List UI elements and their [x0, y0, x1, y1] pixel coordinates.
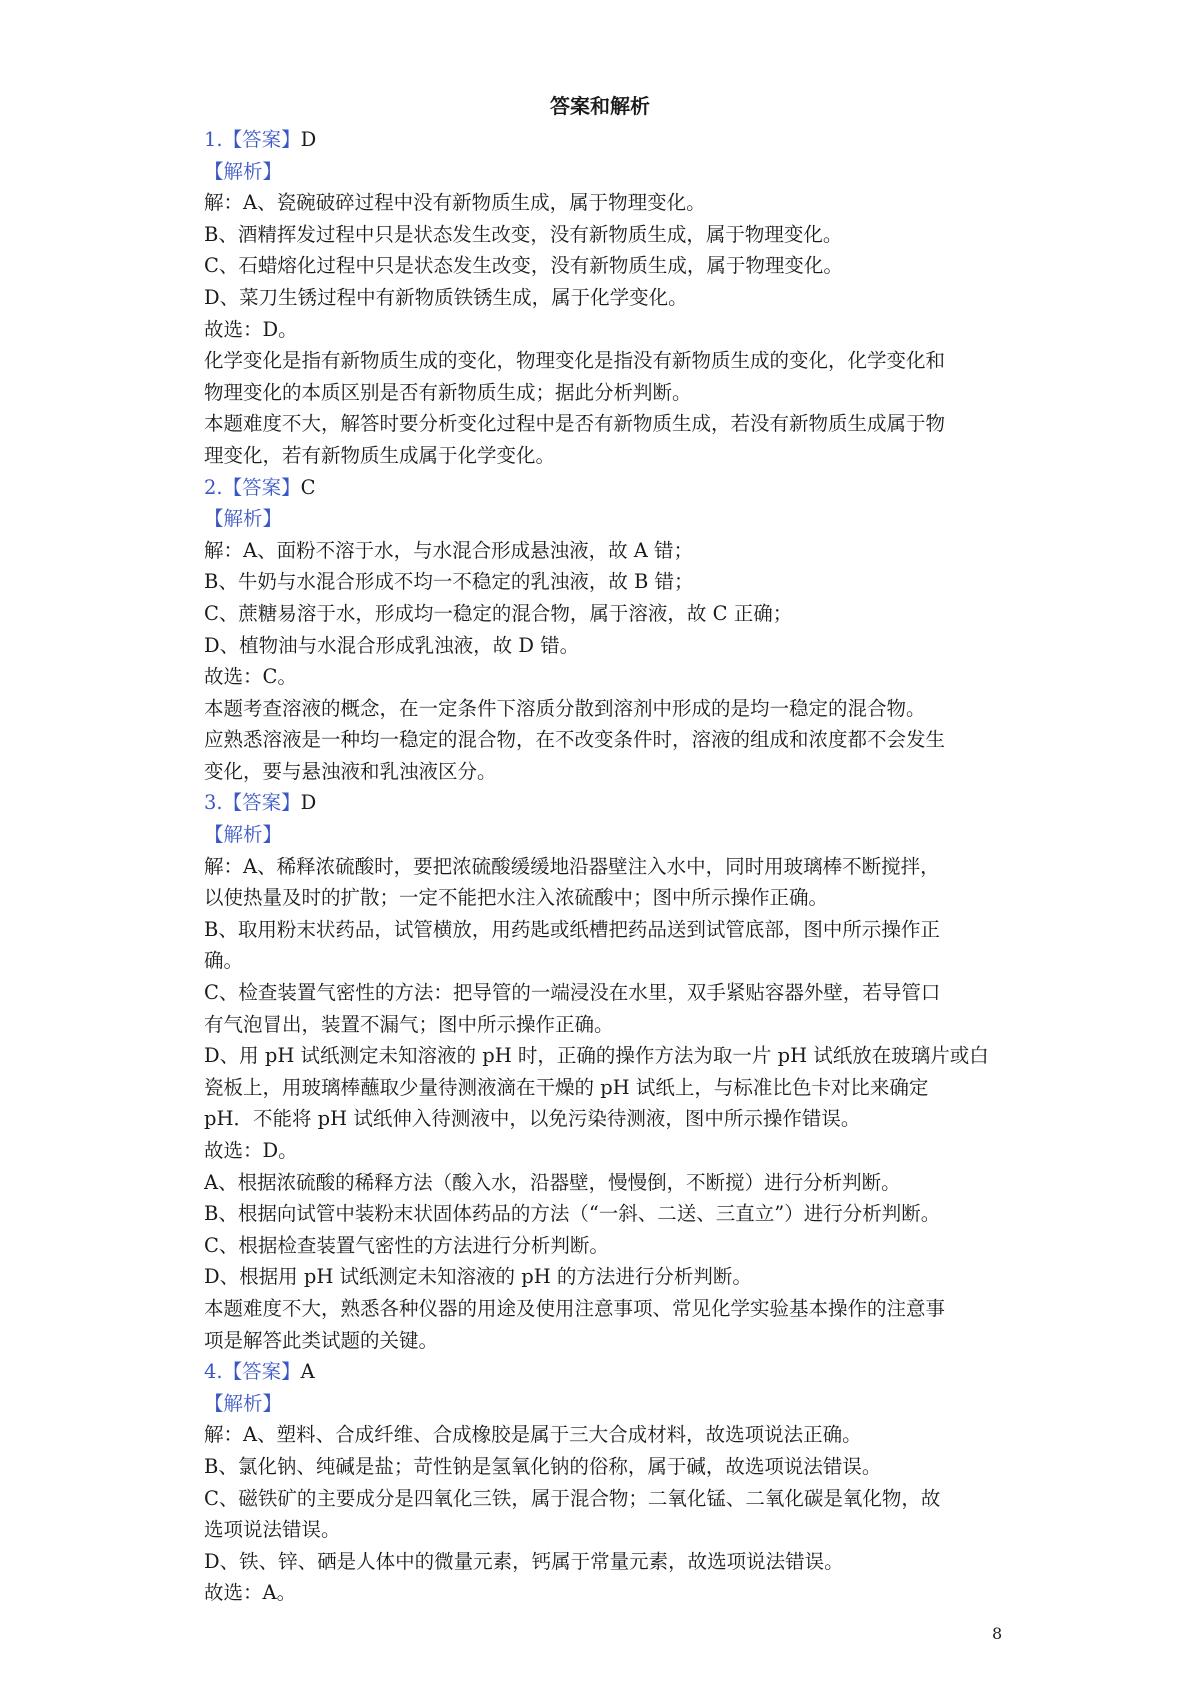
page-number: 8 — [992, 1624, 1003, 1643]
q3-line: D、根据用 pH 试纸测定未知溶液的 pH 的方法进行分析判断。 — [204, 1265, 752, 1289]
answer-content — [204, 124, 1010, 1609]
q3-line: 以使热量及时的扩散；一定不能把水注入浓硫酸中；图中所示操作正确。 — [204, 886, 829, 910]
q4-line: 故选：A。 — [204, 1581, 297, 1605]
q2-answer-label: 【答案】 — [222, 475, 301, 499]
q3-line: 项是解答此类试题的关键。 — [204, 1328, 439, 1352]
q4-answer: A — [300, 1360, 315, 1384]
q4-analysis-label: 【解析】 — [204, 1391, 283, 1415]
q4-line: C、磁铁矿的主要成分是四氧化三铁，属于混合物；二氧化锰、二氧化碳是氧化物，故 — [204, 1486, 941, 1510]
q1-line: D、菜刀生锈过程中有新物质铁锈生成，属于化学变化。 — [204, 285, 688, 309]
q2-analysis-label: 【解析】 — [204, 507, 283, 531]
q3-line: C、根据检查装置气密性的方法进行分析判断。 — [204, 1233, 609, 1257]
q2-line: 变化，要与悬浊液和乳浊液区分。 — [204, 759, 497, 783]
q1-line: 故选：D。 — [204, 317, 298, 341]
q3-line: 故选：D。 — [204, 1139, 298, 1162]
q1-number: 1. — [204, 128, 223, 151]
q2-line: 应熟悉溶液是一种均一稳定的混合物，在不改变条件时，溶液的组成和浓度都不会发生 — [204, 728, 946, 752]
q4-line: 解：A、塑料、合成纤维、合成橡胶是属于三大合成材料，故选项说法正确。 — [204, 1423, 862, 1447]
q3-answer-label: 【答案】 — [222, 791, 301, 815]
q1-answer: D — [300, 128, 317, 151]
q3-line: 解：A、稀释浓硫酸时，要把浓硫酸缓缓地沿器壁注入水中，同时用玻璃棒不断搅拌， — [204, 854, 940, 878]
q2-line: 本题考查溶液的概念，在一定条件下溶质分散到溶剂中形成的是均一稳定的混合物。 — [204, 696, 926, 720]
q2-line: C、蔗糖易溶于水，形成均一稳定的混合物，属于溶液，故 C 正确； — [204, 601, 793, 625]
q3-line: A、根据浓硫酸的稀释方法（酸入水，沿器壁，慢慢倒，不断搅）进行分析判断。 — [204, 1170, 901, 1194]
q2-number: 2. — [204, 475, 223, 499]
q3-line: pH．不能将 pH 试纸伸入待测液中，以免污染待测液，图中所示操作错误。 — [204, 1107, 861, 1131]
q2-line: 故选：C。 — [204, 665, 297, 689]
q1-answer-label: 【答案】 — [222, 128, 301, 151]
q1-line: 本题难度不大，解答时要分析变化过程中是否有新物质生成，若没有新物质生成属于物 — [204, 412, 946, 436]
q4-number: 4. — [204, 1360, 223, 1384]
q3-line: B、根据向试管中装粉末状固体药品的方法（“一斜、二送、三直立”）进行分析判断。 — [204, 1202, 941, 1226]
q2-line: D、植物油与水混合形成乳浊液，故 D 错。 — [204, 633, 580, 657]
q4-line: B、氯化钠、纯碱是盐；苛性钠是氢氧化钠的俗称，属于碱，故选项说法错误。 — [204, 1454, 882, 1478]
q3-line: 本题难度不大，熟悉各种仪器的用途及使用注意事项、常见化学实验基本操作的注意事 — [204, 1296, 946, 1320]
page-title: 答案和解析 — [550, 94, 650, 118]
q3-line: 确。 — [204, 949, 244, 973]
q3-line: B、取用粉末状药品，试管横放，用药匙或纸槽把药品送到试管底部，图中所示操作正 — [204, 917, 940, 941]
q1-line: 解：A、瓷碗破碎过程中没有新物质生成，属于物理变化。 — [204, 191, 706, 215]
q1-line: C、石蜡熔化过程中只是状态发生改变，没有新物质生成，属于物理变化。 — [204, 254, 843, 278]
q1-line: 理变化，若有新物质生成属于化学变化。 — [204, 443, 556, 467]
q2-answer: C — [300, 475, 316, 499]
q1-answer-line — [204, 124, 1010, 156]
q3-answer-line — [204, 787, 1010, 819]
q4-answer-line — [204, 1356, 1010, 1388]
q4-line: D、铁、锌、硒是人体中的微量元素，钙属于常量元素，故选项说法错误。 — [204, 1549, 844, 1573]
q3-analysis-label: 【解析】 — [204, 823, 283, 847]
q1-line: B、酒精挥发过程中只是状态发生改变，没有新物质生成，属于物理变化。 — [204, 222, 843, 246]
q2-line: 解：A、面粉不溶于水，与水混合形成悬浊液，故 A 错； — [204, 538, 694, 562]
q3-line: 有气泡冒出，装置不漏气；图中所示操作正确。 — [204, 1012, 614, 1036]
q1-analysis-label: 【解析】 — [204, 159, 283, 183]
q3-line: D、用 pH 试纸测定未知溶液的 pH 时，正确的操作方法为取一片 pH 试纸放在玻璃片或白 — [204, 1044, 989, 1068]
q4-line: 选项说法错误。 — [204, 1518, 341, 1542]
q1-line: 化学变化是指有新物质生成的变化，物理变化是指没有新物质生成的变化，化学变化和 — [204, 349, 946, 373]
q3-number: 3. — [204, 791, 223, 815]
q2-line: B、牛奶与水混合形成不均一不稳定的乳浊液，故 B 错； — [204, 570, 694, 594]
q3-answer: D — [300, 791, 317, 815]
q2-answer-line — [204, 472, 1010, 504]
q4-answer-label: 【答案】 — [222, 1360, 301, 1384]
q1-line: 物理变化的本质区别是否有新物质生成；据此分析判断。 — [204, 380, 692, 404]
q3-line: C、检查装置气密性的方法：把导管的一端浸没在水里，双手紧贴容器外壁，若导管口 — [204, 981, 941, 1005]
q3-line: 瓷板上，用玻璃棒蘸取少量待测液滴在干燥的 pH 试纸上，与标准比色卡对比来确定 — [204, 1075, 929, 1099]
